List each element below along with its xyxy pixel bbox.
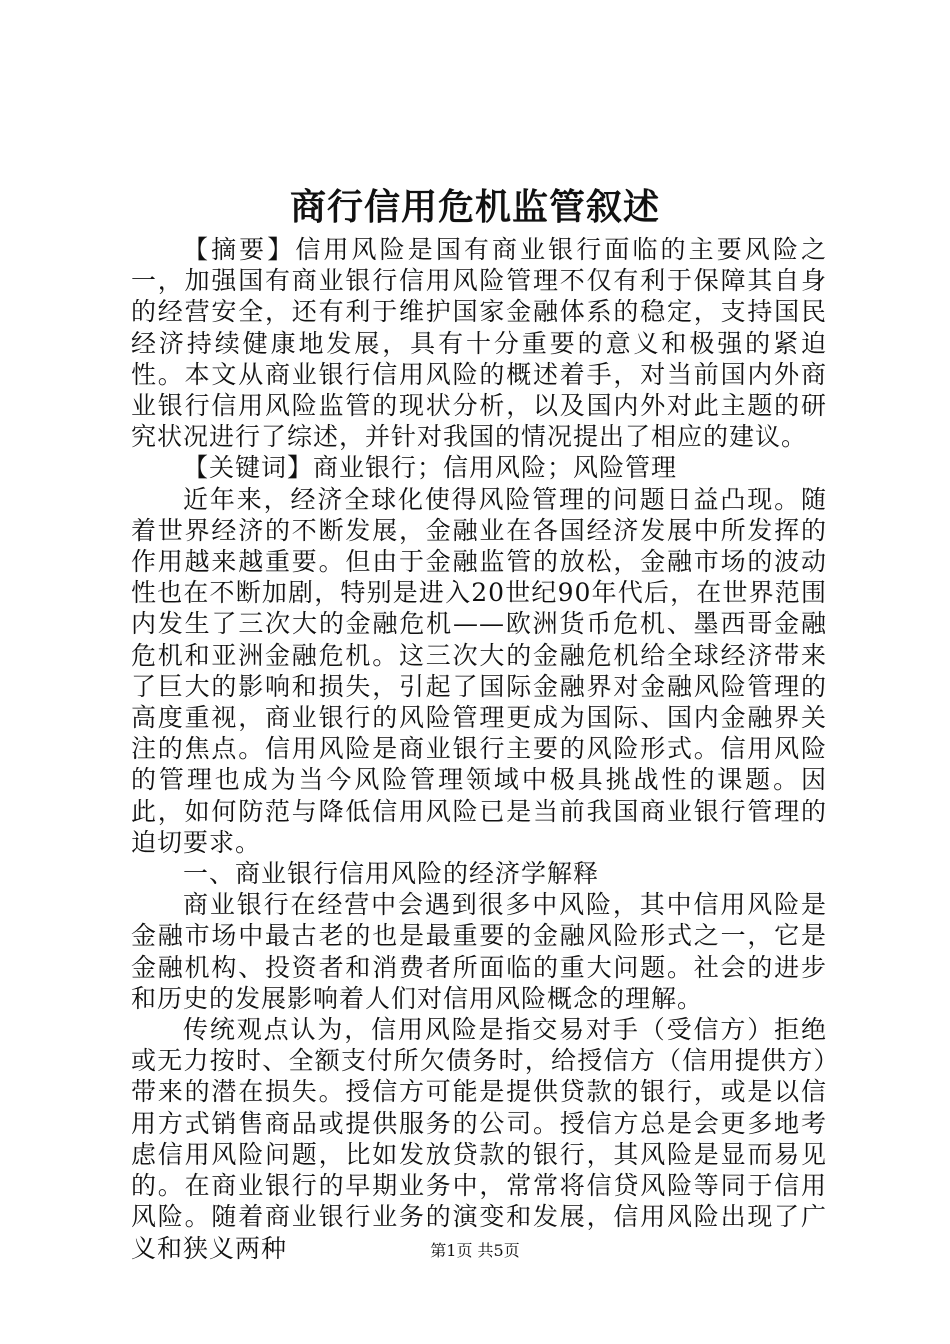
section-heading: 一、商业银行信用风险的经济学解释 bbox=[183, 859, 600, 889]
document-title: 商行信用危机监管叙述 bbox=[289, 187, 660, 228]
body-paragraph: 传统观点认为，信用风险是指交易对手（受信方）拒绝或无力按时、全额支付所欠债务时，给授信方（信用提供方）带来的潜在损失。授信方可能是提供贷款的银行，或是以信用方式销售商品或提供服务的公司。授信方总是会更多地考虑信用风险问题，比如发放贷款的银行，其风险是显而易见的。在商业银行的早期业务中，常常将信贷风险等同于信用风险。随着商业银行业务的演变和发展，信用风险出现了广义和狭义两种 bbox=[131, 1015, 827, 1263]
intro-paragraph: 近年来，经济全球化使得风险管理的问题日益凸现。随着世界经济的不断发展，金融业在各国经济发展中所发挥的作用越来越重要。但由于金融监管的放松，金融市场的波动性也在不断加剧，特别是进入20世纪90年代后，在世界范围内发生了三次大的金融危机——欧洲货币危机、墨西哥金融危机和亚洲金融危机。这三次大的金融危机给全球经济带来了巨大的影响和损失，引起了国际金融界对金融风险管理的高度重视，商业银行的风险管理更成为国际、国内金融界关注的焦点。信用风险是商业银行主要的风险形式。信用风险的管理也成为当今风险管理领域中极具挑战性的课题。因此，如何防范与降低信用风险已是当前我国商业银行管理的迫切要求。 bbox=[131, 484, 827, 857]
abstract-paragraph: 【摘要】信用风险是国有商业银行面临的主要风险之一，加强国有商业银行信用风险管理不仅有利于保障其自身的经营安全，还有利于维护国家金融体系的稳定，支持国民经济持续健康地发展，具有十分重要的意义和极强的紧迫性。本文从商业银行信用风险的概述着手，对当前国内外商业银行信用风险监管的现状分析，以及国内外对此主题的研究状况进行了综述，并针对我国的情况提出了相应的建议。 bbox=[131, 235, 827, 452]
body-paragraph: 商业银行在经营中会遇到很多中风险，其中信用风险是金融市场中最古老的也是最重要的金融风险形式之一，它是金融机构、投资者和消费者所面临的重大问题。社会的进步和历史的发展影响着人们对信用风险概念的理解。 bbox=[131, 890, 827, 1013]
keywords-paragraph: 【关键词】商业银行；信用风险；风险管理 bbox=[183, 453, 678, 483]
page-footer: 第1页 共5页 bbox=[430, 1241, 520, 1260]
document-body bbox=[131, 234, 827, 1264]
